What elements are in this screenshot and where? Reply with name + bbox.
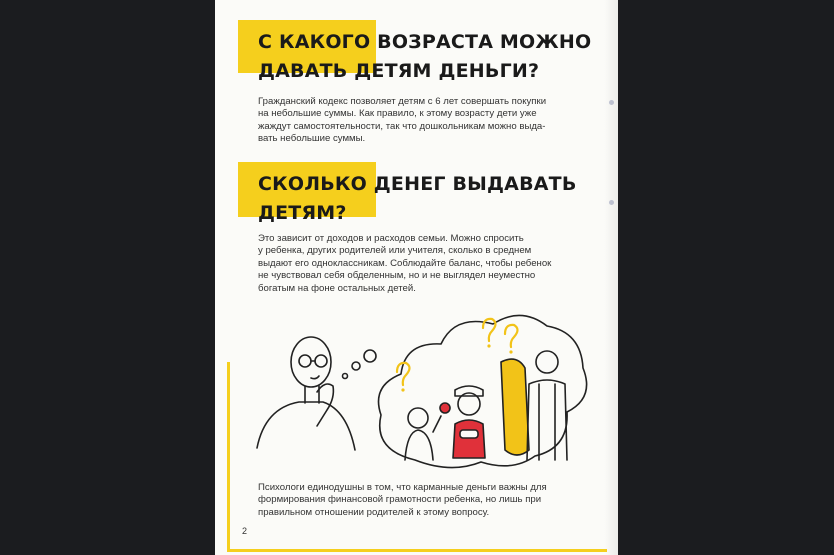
paragraph-line: жаждут самостоятельности, так что дошкольникам можно выда- [258, 120, 546, 132]
paragraph-line: не чувствовал себя обделенным, но и не выглядел неуместно [258, 270, 536, 282]
page-number: 2 [242, 526, 248, 536]
paragraph-line: Психологи единодушны в том, что карманные деньги важны для [258, 482, 547, 493]
paragraph-amount [258, 233, 588, 295]
binder-hole-top [609, 100, 614, 105]
child-red-shirt [453, 420, 485, 458]
paragraph-line: Гражданский кодекс позволяет детям с 6 лет совершать покупки [258, 96, 547, 107]
frame-line-left [227, 362, 230, 552]
paragraph-line: формирования финансовой грамотности ребенка, но лишь при [258, 494, 542, 506]
paragraph-line: правильном отношении родителей к этому вопросу. [258, 506, 490, 518]
binder-hole-bottom [609, 200, 614, 205]
frame-line-bottom [227, 549, 607, 552]
heading-age-line-1: С КАКОГО ВОЗРАСТА МОЖНО [258, 31, 592, 53]
parent-body [257, 402, 355, 450]
skateboard [501, 359, 529, 455]
paragraph-age [258, 96, 588, 146]
thinking-parent-illustration [255, 300, 595, 475]
heading-amount-line-1: СКОЛЬКО ДЕНЕГ ВЫДАВАТЬ [258, 173, 577, 195]
paragraph-line: у ребенка, других родителей или учителя, сколько в среднем [258, 245, 532, 257]
paragraph-line: богатым на фоне остальных детей. [258, 282, 416, 294]
paragraph-line: Это зависит от доходов и расходов семьи. Можно спросить [258, 233, 524, 244]
paragraph-line: выдают его одноклассникам. Соблюдайте баланс, чтобы ребенок [258, 257, 552, 269]
paragraph-line: вать небольшие суммы. [258, 133, 366, 145]
heading-age [258, 28, 591, 86]
paragraph-line: на небольшие суммы. Как правило, к этому возрасту дети уже [258, 108, 537, 120]
heading-amount-line-2: ДЕТЯМ? [258, 202, 347, 224]
heading-amount [258, 170, 577, 228]
document-page [215, 0, 618, 555]
heading-age-line-2: ДАВАТЬ ДЕТЯМ ДЕНЬГИ? [258, 60, 540, 82]
paragraph-psychologists [258, 482, 588, 519]
